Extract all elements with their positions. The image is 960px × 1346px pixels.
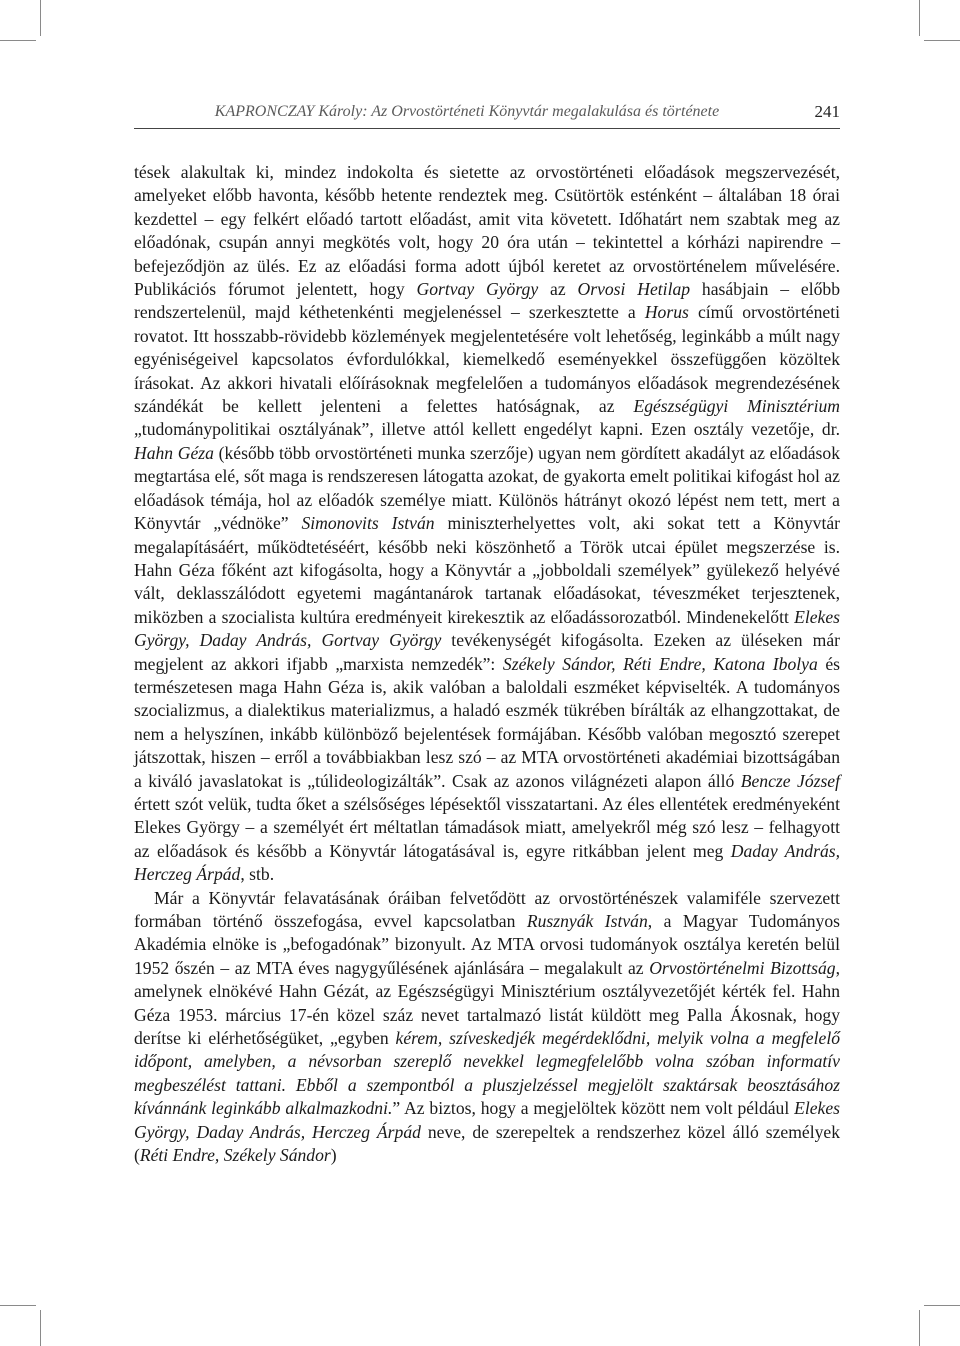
italic-text-run: Réti Endre, Székely Sándor	[139, 1145, 331, 1166]
text-run: Már a Könyvtár felavatásának óráiban felvetődött az orvostörténészek valamiféle szervezett formában történő összefogása, evvel kapcsolatban	[134, 887, 840, 931]
paragraph-1	[134, 161, 840, 887]
text-run: az	[538, 279, 578, 300]
italic-text-run: Horus	[644, 302, 689, 323]
article-body	[134, 161, 840, 1167]
text-run: )	[330, 1145, 337, 1166]
text-run: és természetesen maga Hahn Géza is, akik valóban a baloldali eszméket képviselték. A tudományos szocializmus, a dialektikus materializmus, a haladó eszmék tükrében bírálták az elhangzottakat, de nem a helyszínen, inkább különböző bejelentések formájában. Később valóban megosztó szerepet játszottak, hiszen – erről a továbbiakban lesz szó – az MTA orvostörténeti akadémiai bizottságában a kiváló javaslatokat is „túlideologizálták”. Csak az azonos világnézeti alapon álló	[134, 653, 840, 791]
italic-text-run: Rusznyák István	[526, 911, 648, 931]
crop-mark-top-left-horizontal	[0, 40, 36, 41]
text-run: neve, de szerepeltek a rendszerhez közel álló személyek (	[134, 1121, 840, 1166]
italic-text-run: Orvosi Hetilap	[577, 279, 691, 300]
crop-mark-bottom-right-vertical	[919, 1310, 920, 1346]
header-rule	[134, 128, 840, 129]
crop-mark-bottom-left-horizontal	[0, 1305, 36, 1306]
crop-mark-top-left-vertical	[40, 0, 41, 36]
italic-text-run: Székely Sándor, Réti Endre, Katona Ibolya	[502, 653, 818, 674]
italic-text-run: kérem, szíveskedjék megérdeklődni, melyik volna a megfelelő időpont, amelyben, a névsorban szereplő nevekkel legmegfelelőbb volna szóban informatív megbeszélést tattani. Ebből a szempontból a pluszjelzéssel megjelölt szaktársak beosztásához kívánnánk leginkább alkalmazkodni.	[134, 1028, 840, 1119]
italic-text-run: Egészségügyi Minisztérium	[633, 396, 840, 417]
running-header	[134, 100, 840, 126]
text-run: „tudománypolitikai osztályának”, illetve attól kellett engedélyt kapni. Ezen osztály vezetője, dr.	[134, 419, 840, 440]
text-run: miniszterhelyettes volt, aki sokat tett a Könyvtár megalapításáért, működtetéséért, később neki köszönhető a Török utcai épület megszerzése is. Hahn Géza főként azt kifogásolta, hogy a Könyvtár a „jobboldali személyek” gyülekező helyévé vált, deklasszálódott egyetemi magántanárok tartanak előadásokat, téveszméket terjesztenek, miközben a szocialista kultúra eredményeit kirekesztik az előadássorozatból. Mindenekelőtt	[134, 513, 840, 627]
text-run: tevékenységét kifogásolta. Ezeken az üléseken már megjelent az akkori ifjabb „marxista nemzedék”:	[134, 630, 840, 674]
text-run: ” Az biztos, hogy a megjelöltek között nem volt például	[392, 1098, 795, 1119]
text-run: értett szót velük, tudta őket a szélsőséges lépésektől visszatartani. Az éles ellentétek eredményeként Elekes György – a személyét ért méltatlan támadások miatt, amelyekről még szó lesz – felhagyott az előadások és később a Könyvtár látogatásával is, egyre ritkábban jelent meg	[134, 793, 840, 861]
text-run: című orvostörténeti rovatot. Itt hosszabb-rövidebb közlemények megjelentetésére volt lehetőség, leginkább a múlt nagy egyéniségeivel kapcsolatos évfordulókkal, kiemelkedő eseményekkel összefüggően közöltek írásokat. Az akkori hivatali előírásoknak megfelelően a tudományos előadások megrendezésének szándékát be kellett jelenteni a felettes hatóságnak, az	[134, 302, 840, 417]
italic-text-run: Elekes György, Daday András, Gortvay György	[134, 606, 840, 651]
italic-text-run: Bencze József	[740, 770, 841, 791]
page-number: 241	[814, 102, 840, 121]
crop-mark-bottom-right-horizontal	[924, 1305, 960, 1306]
crop-mark-top-right-horizontal	[924, 40, 960, 41]
italic-text-run: Hahn Géza	[134, 442, 214, 463]
text-run: , stb.	[240, 864, 275, 885]
running-title: KAPRONCZAY Károly: Az Orvostörténeti Könyvtár megalakulása és története	[214, 103, 720, 120]
crop-mark-bottom-left-vertical	[40, 1310, 41, 1346]
paragraph-2	[134, 887, 840, 1168]
italic-text-run: Simonovits István	[301, 513, 435, 534]
italic-text-run: Daday András, Herczeg Árpád	[134, 840, 840, 885]
text-run: , amelynek elnökévé Hahn Gézát, az Egészségügyi Minisztérium osztályvezetőjét kérték fel. Hahn Géza 1953. március 17-én közel száz nevet tartalmazó listát küldött meg Palla Ákosnak, hogy derítse ki elérhetőségüket, „egyben	[134, 957, 840, 1049]
italic-text-run: Orvostörténelmi Bizottság	[649, 957, 836, 978]
crop-mark-top-right-vertical	[919, 0, 920, 36]
text-run: hasábjain – előbb rendszertelenül, majd kéthetenkénti megjelenéssel – szerkesztette a	[134, 279, 840, 323]
text-run: tések alakultak ki, mindez indokolta és sietette az orvostörténeti előadások megszervezését, amelyeket előbb havonta, később hetente rendeztek meg. Csütörtök esténként – általában 18 órai kezdettel – egy felkért előadó tartott előadást, amit vita követett. Időhatárt nem szabtak meg az előadónak, csupán annyi megkötés volt, hogy 20 óra után – tekintettel a kórházi napirendre – befejeződjön az ülés. Ez az előadási forma adott újból keretet az orvostörténelem művelésére. Publikációs fórumot jelentett, hogy	[134, 162, 840, 300]
italic-text-run: Gortvay György	[416, 279, 539, 300]
italic-text-run: Elekes György, Daday András, Herczeg Árpád	[134, 1098, 840, 1142]
text-run: (később több orvostörténeti munka szerzője) ugyan nem gördített akadályt az előadások megtartása elé, sőt maga is rendszeresen látogatta azokat, de gyakorta emelt politikai kifogást hol az előadások témája, hol az előadók személye miatt. Különös hátrányt okozó lépést nem tett, mert a Könyvtár „védnöke”	[134, 442, 841, 534]
text-run: , a Magyar Tudományos Akadémia elnöke is „befogadónak” bizonyult. Az MTA orvosi tudományok osztálya keretén belül 1952 őszén – az MTA éves nagygyűlésének ajánlására – megalakult az	[134, 911, 840, 978]
